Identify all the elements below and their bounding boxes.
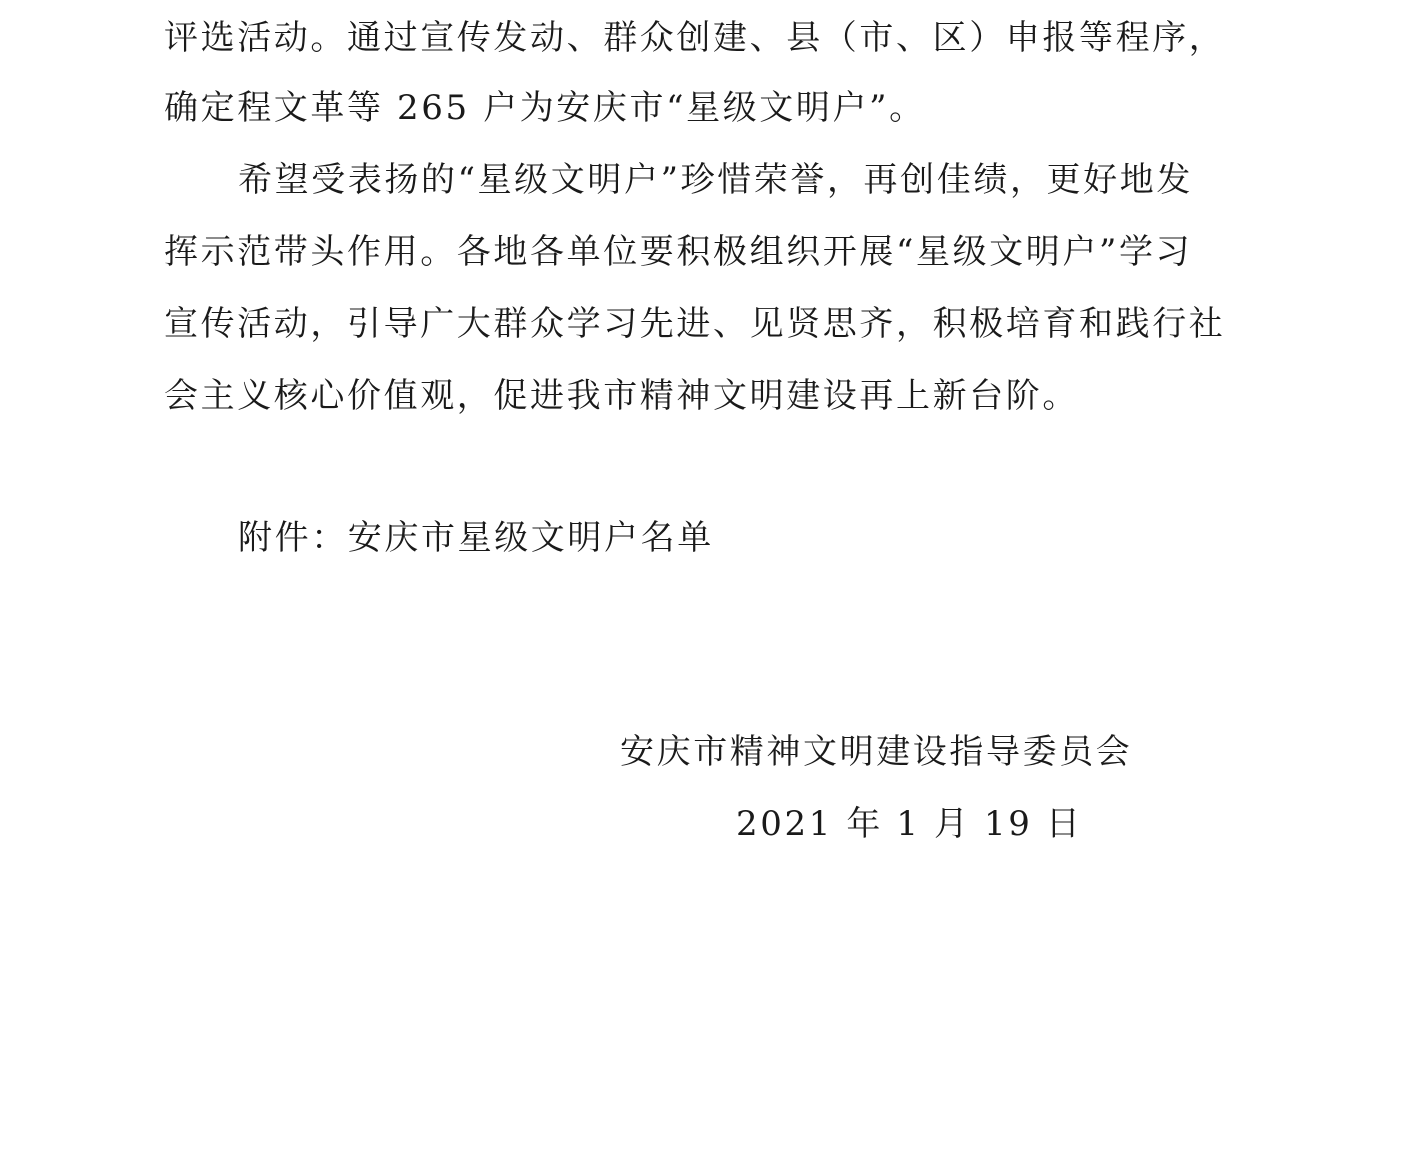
body-text-line: 宣传活动，引导广大群众学习先进、见贤思齐，积极培育和践行社: [164, 304, 1226, 344]
body-text-line: 评选活动。通过宣传发动、群众创建、县（市、区）申报等程序，: [164, 18, 1226, 58]
body-text-line: 会主义核心价值观，促进我市精神文明建设再上新台阶。: [164, 376, 1079, 416]
body-text-line: 挥示范带头作用。各地各单位要积极组织开展“星级文明户”学习: [164, 232, 1193, 272]
attachment-note: 附件：安庆市星级文明户名单: [238, 518, 714, 558]
body-text-line: 希望受表扬的“星级文明户”珍惜荣誉，再创佳绩，更好地发: [238, 160, 1193, 200]
signature-organization: 安庆市精神文明建设指导委员会: [620, 732, 1133, 772]
signature-date: 2021 年 1 月 19 日: [736, 804, 1083, 844]
body-text-line: 确定程文革等 265 户为安庆市“星级文明户”。: [164, 88, 926, 128]
